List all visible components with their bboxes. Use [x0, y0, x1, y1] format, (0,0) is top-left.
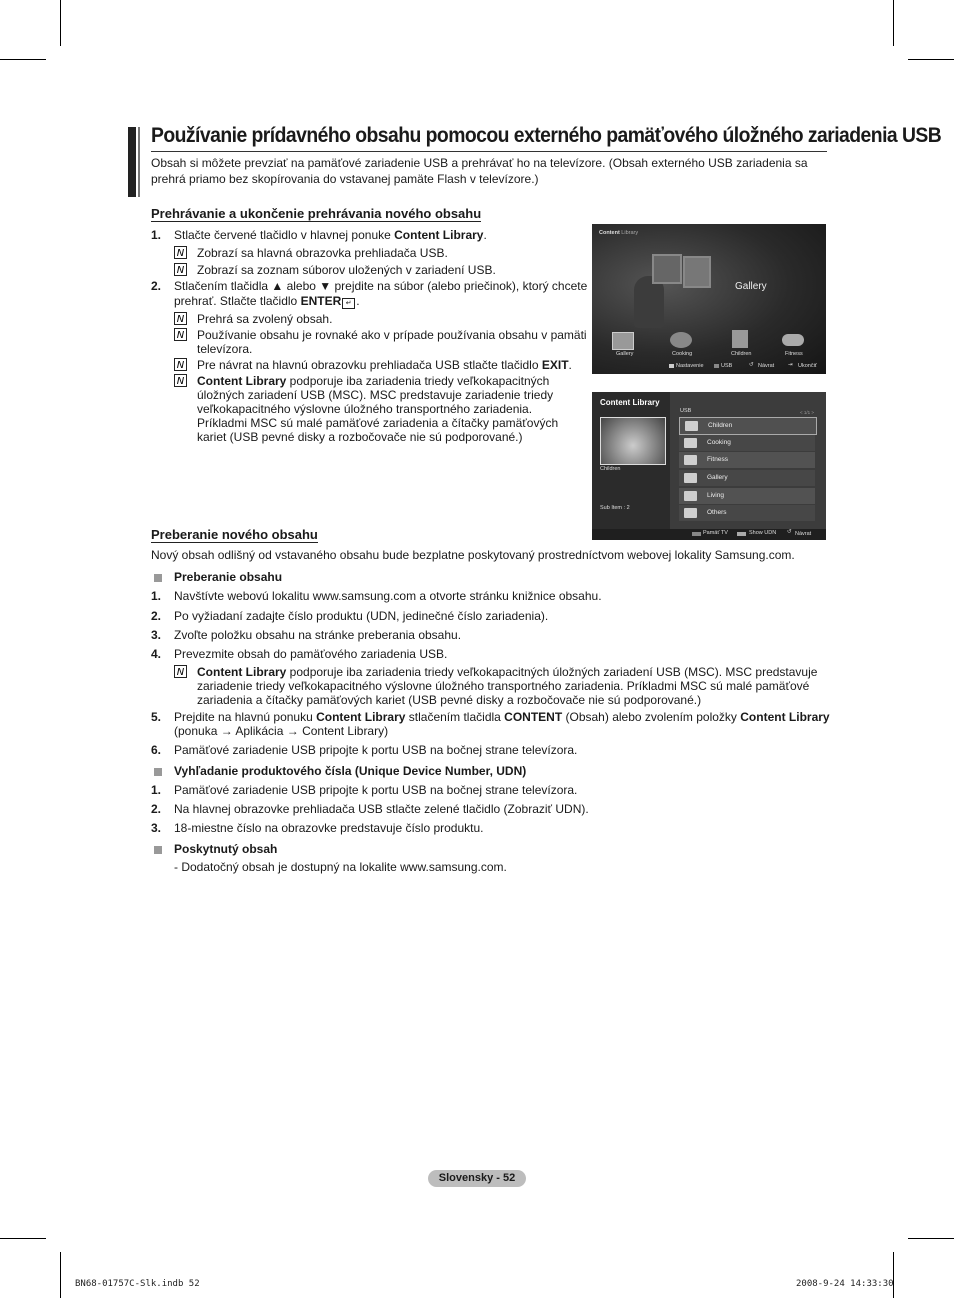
step-text: Stlačením tlačidla ▲ alebo ▼ prejdite na súbor (alebo priečinok), ktorý chcete [174, 279, 588, 293]
note-icon [174, 665, 187, 678]
subheading: Poskytnutý obsah [174, 842, 278, 856]
picture-frame [652, 254, 682, 284]
list-item[interactable]: Gallery [679, 470, 815, 486]
svg-text:N: N [176, 667, 185, 678]
return-icon: ↺ [787, 529, 792, 535]
hint-show-udn: Show UDN [749, 530, 777, 536]
category-icon [782, 334, 804, 346]
step-number: 3. [151, 821, 162, 835]
step-text: 18-miestne číslo na obrazovke predstavuje číslo produktu. [174, 821, 484, 835]
category-icon [612, 332, 634, 350]
hint-setup: Nastavenie [676, 363, 704, 369]
green-button-icon [737, 532, 746, 536]
hint-return: Návrat [758, 363, 775, 369]
sub-item-count: Sub Item : 2 [600, 505, 630, 511]
crop-mark [893, 1252, 894, 1298]
red-button-icon [669, 364, 674, 368]
step-number: 1. [151, 783, 162, 797]
section-heading: Prehrávanie a ukončenie prehrávania nového obsahu [151, 206, 482, 221]
category-label[interactable]: Fitness [785, 351, 803, 357]
note-text: zariadenie triedy veľkokapacitného výslovne úložného transportného zariadenia. Príkladmi MSC sú malé pamäťové [197, 679, 810, 693]
note-text: Príkladmi MSC sú malé pamäťové zariadenia a čítačky pamäťových [197, 416, 559, 430]
footer-timestamp: 2008-9-24 14:33:30 [796, 1279, 894, 1289]
category-label[interactable]: Gallery [616, 351, 634, 357]
bullet-square [154, 768, 162, 776]
note-icon [174, 312, 187, 325]
svg-text:N: N [176, 330, 185, 341]
category-label[interactable]: Children [731, 351, 752, 357]
svg-text:N: N [176, 314, 185, 325]
list-item[interactable]: Cooking [679, 435, 815, 451]
note-text: Zobrazí sa zoznam súborov uložených v zariadení USB. [197, 263, 496, 277]
step-number: 6. [151, 743, 162, 757]
category-label[interactable]: Cooking [672, 351, 693, 357]
folder-icon [684, 438, 697, 448]
folder-icon [684, 491, 697, 501]
crop-mark [0, 1238, 46, 1239]
bullet-square [154, 574, 162, 582]
list-item[interactable]: Living [679, 488, 815, 504]
title-marker [138, 127, 140, 197]
step-text: Navštívte webovú lokalitu www.samsung.com a otvorte stránku knižnice obsahu. [174, 589, 602, 603]
crop-mark [908, 59, 954, 60]
divider [151, 151, 827, 152]
note-icon [174, 358, 187, 371]
note-icon [174, 374, 187, 387]
page-number-badge: Slovensky - 52 [428, 1170, 526, 1187]
page-title: Používanie prídavného obsahu pomocou externého pamäťového úložného zariadenia USB [151, 123, 942, 147]
thumbnail [600, 417, 666, 465]
crop-mark [908, 1238, 954, 1239]
content-library-screenshot [592, 224, 826, 374]
step-number: 3. [151, 628, 162, 642]
hint-usb: USB [721, 363, 733, 369]
folder-icon [685, 421, 698, 431]
exit-icon: ⇥ [788, 362, 793, 368]
list-item[interactable]: Fitness [679, 452, 815, 468]
svg-text:N: N [176, 265, 185, 276]
note-text: Content Library podporuje iba zariadenia triedy veľkokapacitných [197, 374, 550, 388]
list-item[interactable]: Children [679, 417, 817, 435]
svg-text:N: N [176, 360, 185, 371]
step-number: 4. [151, 647, 162, 661]
paragraph: - Dodatočný obsah je dostupný na lokalite www.samsung.com. [174, 860, 507, 874]
list-item[interactable]: Others [679, 505, 815, 521]
selected-folder: Children [600, 466, 621, 472]
page-indicator: < 1/1 > [800, 410, 815, 415]
step-number: 1. [151, 589, 162, 603]
step-text: Prevezmite obsah do pamäťového zariadenia USB. [174, 647, 448, 661]
step-text: Zvoľte položku obsahu na stránke preberania obsahu. [174, 628, 462, 642]
note-icon [174, 328, 187, 341]
note-icon [174, 263, 187, 276]
note-text: úložných zariadení USB (MSC). MSC predstavuje zariadenie triedy [197, 388, 554, 402]
note-text: televízora. [197, 342, 253, 356]
step-number: 2. [151, 609, 162, 623]
step-text: Pamäťové zariadenie USB pripojte k portu USB na bočnej strane televízora. [174, 743, 578, 757]
step-number: 2. [151, 279, 162, 293]
folder-icon [684, 473, 697, 483]
crop-mark [60, 0, 61, 46]
green-button-icon [714, 364, 719, 368]
crop-mark [60, 1252, 61, 1298]
step-text: Pamäťové zariadenie USB pripojte k portu USB na bočnej strane televízora. [174, 783, 578, 797]
folder-icon [684, 455, 697, 465]
note-text: veľkokapacitného výslovne úložného transportného zariadenia. [197, 402, 533, 416]
hint-tv-memory: Pamäť TV [703, 530, 728, 536]
note-icon [174, 246, 187, 259]
note-text: Pre návrat na hlavnú obrazovku prehliadača USB stlačte tlačidlo EXIT. [197, 358, 572, 372]
step-text: Na hlavnej obrazovke prehliadača USB stlačte zelené tlačidlo (Zobraziť UDN). [174, 802, 589, 816]
footer-file: BN68-01757C-Slk.indb 52 [75, 1279, 200, 1289]
note-text: zariadenia a čítačky pamäťových kariet (USB pevné disky a rozbočovače nie sú podporované.) [197, 693, 702, 707]
category-icon [732, 330, 748, 348]
folder-icon [684, 508, 697, 518]
enter-icon: ↵ [342, 298, 355, 309]
step-number: 2. [151, 802, 162, 816]
svg-text:N: N [176, 248, 185, 259]
note-text: kariet (USB pevné disky a rozbočovače nie sú podporované.) [197, 430, 523, 444]
step-text: prehrať. Stlačte tlačidlo ENTER ↵ . [174, 294, 360, 308]
return-icon: ↺ [749, 362, 754, 368]
note-text: Používanie obsahu je rovnaké ako v prípade používania obsahu v pamäti [197, 328, 587, 342]
crop-mark [0, 59, 46, 60]
step-text: Stlačte červené tlačidlo v hlavnej ponuke Content Library. [174, 228, 487, 242]
step-number: 1. [151, 228, 162, 242]
title-marker [128, 127, 136, 197]
section-heading: Preberanie nového obsahu [151, 527, 318, 542]
subheading: Preberanie obsahu [174, 570, 283, 584]
step-number: 5. [151, 710, 162, 724]
red-button-icon [692, 532, 701, 536]
section-intro: Nový obsah odlišný od vstavaného obsahu bude bezplatne poskytovaný prostredníctvom webovej lokality Samsung.com. [151, 548, 795, 562]
category-icon [670, 332, 692, 348]
svg-text:N: N [176, 376, 185, 387]
hint-return: Návrat [795, 531, 812, 537]
step-text: Prejdite na hlavnú ponuku Content Library stlačením tlačidla CONTENT (Obsah) alebo zvolením položky Content Library [174, 710, 830, 724]
note-text: Prehrá sa zvolený obsah. [197, 312, 333, 326]
step-text: Po vyžiadaní zadajte číslo produktu (UDN, jedinečné číslo zariadenia). [174, 609, 549, 623]
hint-exit: Ukončiť [798, 363, 817, 369]
picture-frame [683, 256, 711, 288]
subheading: Vyhľadanie produktového čísla (Unique Device Number, UDN) [174, 764, 527, 778]
note-text: Zobrazí sa hlavná obrazovka prehliadača USB. [197, 246, 448, 260]
bullet-square [154, 846, 162, 854]
crop-mark [893, 0, 894, 46]
intro-text: Obsah si môžete prevziať na pamäťové zariadenie USB a prehrávať ho na televízore. (Obsah externého USB zariadenia sa prehrá priamo bez skopírovania do vstavanej pamäte Flash v televízore.) [151, 156, 808, 186]
screen-header: Content Library [600, 398, 660, 407]
screen-header: Content Library [599, 230, 639, 236]
device-label: USB [680, 408, 692, 414]
gallery-label: Gallery [735, 281, 767, 292]
step-text: (ponuka → Aplikácia → Content Library) [174, 724, 389, 738]
note-text: Content Library podporuje iba zariadenia triedy veľkokapacitných úložných zariadení USB (MSC). MSC predstavuje [197, 665, 818, 679]
